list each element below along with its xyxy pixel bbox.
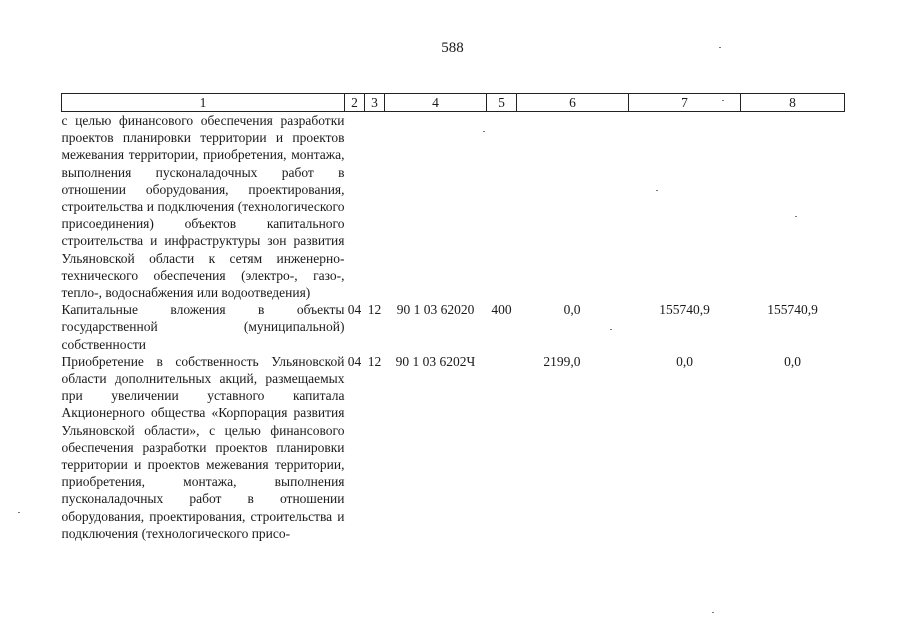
row-description: Капитальные вложения в объекты государственной (муниципальной) собственности — [61, 302, 345, 352]
row-amount-col6 — [517, 112, 629, 302]
row-amount-col7: 0,0 — [676, 353, 693, 369]
row-amount-col6: 0,0 — [563, 302, 581, 318]
column-header-4: 4 — [385, 94, 487, 112]
column-header-1: 1 — [62, 94, 345, 112]
row-amount-col8: 0,0 — [784, 353, 801, 369]
table-header-row — [62, 94, 845, 112]
scan-speck — [610, 329, 612, 330]
scan-speck — [719, 47, 721, 48]
page-number: 588 — [441, 40, 464, 56]
row-target-article: 90 1 03 6202Ч — [395, 353, 476, 369]
column-header-5: 5 — [487, 94, 517, 112]
table-row — [62, 301, 845, 353]
row-section-code: 04 — [347, 302, 362, 318]
row-target-article: 90 1 03 62020 — [396, 302, 475, 318]
row-amount-col7 — [629, 112, 741, 302]
scan-speck — [656, 190, 658, 191]
scan-speck — [712, 612, 714, 613]
column-header-2: 2 — [345, 94, 365, 112]
scan-speck — [795, 216, 797, 217]
row-expense-type: 400 — [491, 302, 512, 318]
column-header-6: 6 — [517, 94, 629, 112]
row-description: с целью финансового обеспечения разработки проектов планировки территории и проектов межевания территории, приобретения, монтажа, выполнения пусконаладочных работ в отношении оборудования, проектирования, строительства и подключения (технологического присоединения) объектов капитального строительства и инфраструктуры зон развития Ульяновской области к сетям инженерно-технического обеспечения (электро-, газо-, тепло-, водоснабжения или водоотведения) — [61, 113, 345, 301]
table-row — [62, 353, 845, 542]
row-subsection-code: 12 — [367, 353, 382, 369]
row-section-code: 04 — [347, 353, 362, 369]
row-amount-col8: 155740,9 — [767, 302, 818, 318]
scan-speck — [18, 512, 20, 513]
scan-speck — [722, 100, 724, 101]
row-subsection-code: 12 — [367, 302, 382, 318]
row-expense-type — [487, 112, 517, 302]
row-expense-type — [487, 353, 517, 542]
column-header-7: 7 — [629, 94, 741, 112]
row-amount-col8 — [741, 112, 845, 302]
row-section-code — [345, 112, 365, 302]
column-header-3: 3 — [365, 94, 385, 112]
row-description: Приобретение в собственность Ульяновской области дополнительных акций, размещаемых при увеличении уставного капитала Акционерного общества «Корпорация развития Ульяновской области», с целью финансового обеспечения разработки проектов планировки территории и проектов межевания территории, приобретения, монтажа, выполнения пусконаладочных работ в отношении оборудования, проектирования, строительства и подключения (технологического присо- — [61, 353, 345, 541]
table-row — [62, 112, 845, 302]
row-target-article — [385, 112, 487, 302]
column-header-8: 8 — [741, 94, 845, 112]
row-amount-col6: 2199,0 — [543, 353, 581, 369]
row-amount-col7: 155740,9 — [659, 302, 710, 318]
budget-table — [61, 93, 845, 542]
row-subsection-code — [365, 112, 385, 302]
scan-speck — [483, 131, 485, 132]
